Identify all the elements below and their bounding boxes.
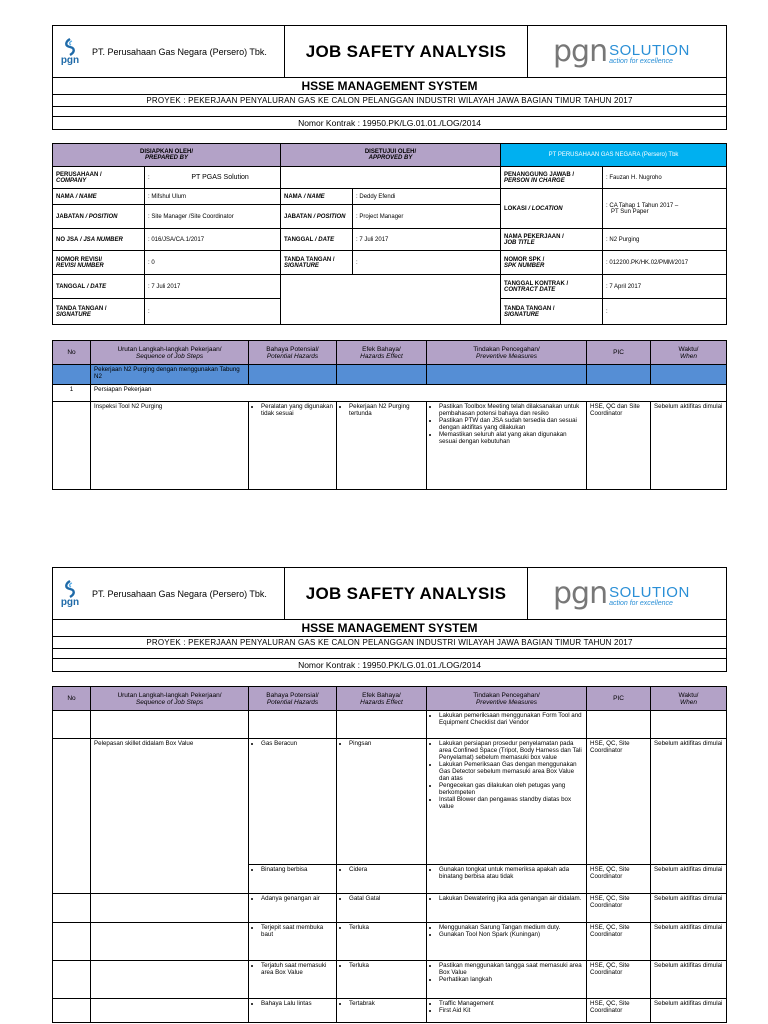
- row-measures: • Pastikan menggunakan tangga saat memasuki area Box Value • Perhatikan langkah: [427, 961, 587, 999]
- col-measures: Tindakan Pencegahan/ Preventive Measures: [427, 687, 587, 711]
- row-when: Sebelum aktifitas dimulai: [651, 894, 727, 923]
- row-pic: HSE, QC, Site Coordinator: [587, 923, 651, 961]
- section-blank: [587, 365, 651, 385]
- row-hazard: • Binatang berbisa: [249, 865, 337, 894]
- row-hazard: • Terjepit saat membuka baut: [249, 923, 337, 961]
- row-pic: HSE, QC, Site Coordinator: [587, 865, 651, 894]
- position-label: JABATAN / POSITION: [53, 205, 145, 229]
- row-when: Sebelum aktifitas dimulai: [651, 923, 727, 961]
- row-step: Inspeksi Tool N2 Purging: [91, 402, 249, 490]
- row-step: [91, 923, 249, 961]
- row-effect: • Gatal Gatal: [337, 894, 427, 923]
- col-sequence: Urutan Langkah-langkah Pekerjaan/ Sequence of Job Steps: [91, 341, 249, 365]
- row-no: [53, 402, 91, 490]
- row-when: Sebelum aktifitas dimulai: [651, 961, 727, 999]
- company-cell: [53, 568, 285, 620]
- row-pic: HSE, QC, Site Coordinator: [587, 739, 651, 865]
- row-hazard: • Gas Beracun: [249, 739, 337, 865]
- row-step: Persiapan Pekerjaan: [91, 385, 727, 402]
- project-line: PROYEK : PEKERJAAN PENYALURAN GAS KE CALON PELANGGAN INDUSTRI WILAYAH JAWA BAGIAN TIMUR TAHUN 2017: [53, 637, 727, 649]
- row-when: Sebelum aktifitas dimulai: [651, 999, 727, 1023]
- jsa-header-2: [52, 567, 727, 672]
- section-blank: [427, 365, 587, 385]
- row-hazard: • Adanya genangan air: [249, 894, 337, 923]
- row-pic: [587, 711, 651, 739]
- table-row: [53, 894, 727, 923]
- approved-date-label: TANGGAL / DATE: [281, 229, 353, 251]
- row-no: 1: [53, 385, 91, 402]
- row-effect: • Cidera: [337, 865, 427, 894]
- row-no: [53, 923, 91, 961]
- row-no: [53, 739, 91, 894]
- row-measures: • Lakukan Dewatering jika ada genangan air didalam.: [427, 894, 587, 923]
- row-pic: HSE, QC dan Site Coordinator: [587, 402, 651, 490]
- spk-value: : 012200.PK/HK.02/PMM/2017: [603, 251, 727, 275]
- table-row: [53, 711, 727, 739]
- info-table: [52, 143, 727, 325]
- col-pic: PIC: [587, 687, 651, 711]
- row-when: Sebelum aktifitas dimulai: [651, 865, 727, 894]
- col-measures: Tindakan Pencegahan/ Preventive Measures: [427, 341, 587, 365]
- row-measures: • Lakukan persiapan prosedur penyelamatan pada area Confined Space (Tripot, Body Harness dan Tali Penyelamat) sebelum memasuki box value • Lakukan Pemeriksaan Gas dengan menggunakan Gas Detector sebelum memasuki area Box Value dan atas • Pengecekan gas dilakukan oleh petugas yang berkompeten • Install Blower dan pengawas standby diatas box value: [427, 739, 587, 865]
- row-effect: [337, 711, 427, 739]
- date-value: : 7 Juli 2017: [145, 275, 281, 299]
- jsa-header-1: [52, 25, 727, 130]
- row-when: Sebelum aktifitas dimulai: [651, 402, 727, 490]
- jsa-number-value: : 016/JSA/CA.1/2017: [145, 229, 281, 251]
- col-no: No: [53, 341, 91, 365]
- section-blank: [249, 365, 337, 385]
- approved-name-label: NAMA / NAME: [281, 189, 353, 205]
- row-pic: HSE, QC, Site Coordinator: [587, 961, 651, 999]
- row-effect: • Terluka: [337, 961, 427, 999]
- approved-position-value: : Project Manager: [353, 205, 501, 229]
- name-value: : Mifshul Ulum: [145, 189, 281, 205]
- row-measures: • Lakukan pemeriksaan menggunakan Form Tool and Equipment Checklist dari Vendor: [427, 711, 587, 739]
- col-hazards: Bahaya Potensial/ Potential Hazards: [249, 687, 337, 711]
- row-measures: • Menggunakan Sarung Tangan medium duty. • Gunakan Tool Non Spark (Kuningan): [427, 923, 587, 961]
- approved-position-label: JABATAN / POSITION: [281, 205, 353, 229]
- blank-row: [53, 649, 727, 659]
- project-line: PROYEK : PEKERJAAN PENYALURAN GAS KE CALON PELANGGAN INDUSTRI WILAYAH JAWA BAGIAN TIMUR TAHUN 2017: [53, 95, 727, 107]
- pgn-logo-icon: pgn: [56, 38, 84, 65]
- row-no: [53, 711, 91, 739]
- section-no: [53, 365, 91, 385]
- row-no: [53, 961, 91, 999]
- row-pic: HSE, QC, Site Coordinator: [587, 894, 651, 923]
- col-when: Waktu/ When: [651, 341, 727, 365]
- row-effect: • Pekerjaan N2 Purging tertunda: [337, 402, 427, 490]
- table-row: [53, 923, 727, 961]
- position-value: : Site Manager /Site Coordinator: [145, 205, 281, 229]
- approved-signature-label: TANDA TANGAN / SIGNATURE: [281, 251, 353, 275]
- col-pic: PIC: [587, 341, 651, 365]
- col-effect: Efek Bahaya/ Hazards Effect: [337, 341, 427, 365]
- row-hazard: • Bahaya Lalu lintas: [249, 999, 337, 1023]
- hsse-title: HSSE MANAGEMENT SYSTEM: [53, 78, 727, 95]
- section-blank: [337, 365, 427, 385]
- row-step: [91, 894, 249, 923]
- row-effect: • Pingsan: [337, 739, 427, 865]
- date-label: TANGGAL / DATE: [53, 275, 145, 299]
- job-title-value: : N2 Purging: [603, 229, 727, 251]
- contract-number: Nomor Kontrak : 19950.PK/LG.01.01./LOG/2014: [53, 659, 727, 672]
- approved-name-value: : Deddy Efendi: [353, 189, 501, 205]
- signature-value: :: [145, 299, 281, 325]
- approved-signature-value: :: [353, 251, 501, 275]
- company-name: PT. Perusahaan Gas Negara (Persero) Tbk.: [92, 588, 267, 599]
- row-measures: • Pastikan Toolbox Meeting telah dilaksanakan untuk pembahasan potensi bahaya dan resiko • Pastikan PTW dan JSA sudah tersedia dan sesuai dengan aktifitas yang dilakukan • Memastikan seluruh alat yang akan digunakan sesuai dengan kebutuhan: [427, 402, 587, 490]
- section-blank: [651, 365, 727, 385]
- row-step: [91, 999, 249, 1023]
- col-sequence: Urutan Langkah-langkah Pekerjaan/ Sequence of Job Steps: [91, 687, 249, 711]
- section-title: Pekerjaan N2 Purging dengan menggunakan Tabung N2: [91, 365, 249, 385]
- row-hazard: [249, 711, 337, 739]
- pgn-signature-label: TANDA TANGAN / SIGNATURE: [501, 299, 603, 325]
- approved-date-value: : 7 Juli 2017: [353, 229, 501, 251]
- pgn-header: PT PERUSAHAAN GAS NEGARA (Persero) Tbk: [501, 144, 727, 167]
- revision-value: : 0: [145, 251, 281, 275]
- blank-row: [53, 107, 727, 117]
- pgn-solution-logo-icon: pgn SOLUTION action for excellence: [553, 575, 690, 611]
- approved-blank: [281, 167, 501, 189]
- revision-label: NOMOR REVISI/ REVISI NUMBER: [53, 251, 145, 275]
- jsa-number-label: NO JSA / JSA NUMBER: [53, 229, 145, 251]
- solution-logo-cell: [528, 26, 727, 78]
- col-no: No: [53, 687, 91, 711]
- pic-value: : Fauzan H. Nugroho: [603, 167, 727, 189]
- table-row: [53, 961, 727, 999]
- company-label: PERUSAHAAN / COMPANY: [53, 167, 145, 189]
- row-hazard: • Terjatuh saat memasuki area Box Value: [249, 961, 337, 999]
- pgn-signature-value: :: [603, 299, 727, 325]
- col-hazards: Bahaya Potensial/ Potential Hazards: [249, 341, 337, 365]
- row-hazard: • Peralatan yang digunakan tidak sesuai: [249, 402, 337, 490]
- solution-logo-cell: [528, 568, 727, 620]
- job-steps-table-1: [52, 340, 727, 490]
- hsse-title: HSSE MANAGEMENT SYSTEM: [53, 620, 727, 637]
- name-label: NAMA / NAME: [53, 189, 145, 205]
- table-row: [53, 385, 727, 402]
- row-no: [53, 999, 91, 1023]
- row-step: Pelepasan skillet didalam Box Value: [91, 739, 249, 894]
- approved-blank-2: [281, 275, 501, 325]
- table-row: [53, 739, 727, 865]
- company-cell: [53, 26, 285, 78]
- row-pic: HSE, QC, Site Coordinator: [587, 999, 651, 1023]
- row-effect: • Terluka: [337, 923, 427, 961]
- row-effect: • Tertabrak: [337, 999, 427, 1023]
- col-when: Waktu/ When: [651, 687, 727, 711]
- contract-date-label: TANGGAL KONTRAK / CONTRACT DATE: [501, 275, 603, 299]
- page-title: JOB SAFETY ANALYSIS: [285, 568, 528, 620]
- table-row: [53, 402, 727, 490]
- pgn-solution-logo-icon: pgn SOLUTION action for excellence: [553, 33, 690, 69]
- company-name: PT. Perusahaan Gas Negara (Persero) Tbk.: [92, 46, 267, 57]
- row-when: Sebelum aktifitas dimulai: [651, 739, 727, 865]
- location-value: : CA Tahap 1 Tahun 2017 – PT Sun Paper: [603, 189, 727, 229]
- row-when: [651, 711, 727, 739]
- col-effect: Efek Bahaya/ Hazards Effect: [337, 687, 427, 711]
- approved-by-header: DISETUJUI OLEH/ APPROVED BY: [281, 144, 501, 167]
- spk-label: NOMOR SPK / SPK NUMBER: [501, 251, 603, 275]
- page-title: JOB SAFETY ANALYSIS: [285, 26, 528, 78]
- table-row: [53, 999, 727, 1023]
- row-measures: • Gunakan tongkat untuk memeriksa apakah ada binatang berbisa atau tidak: [427, 865, 587, 894]
- row-step: [91, 961, 249, 999]
- prepared-by-header: DISIAPKAN OLEH/ PREPARED BY: [53, 144, 281, 167]
- job-steps-table-2: [52, 686, 727, 1023]
- job-title-label: NAMA PEKERJAAN / JOB TITLE: [501, 229, 603, 251]
- row-no: [53, 894, 91, 923]
- pgn-logo-icon: pgn: [56, 580, 84, 607]
- row-measures: • Traffic Management • First Aid Kit: [427, 999, 587, 1023]
- pic-label: PENANGGUNG JAWAB / PERSON IN CHARGE: [501, 167, 603, 189]
- contract-date-value: : 7 April 2017: [603, 275, 727, 299]
- location-label: LOKASI / LOCATION: [501, 189, 603, 229]
- contract-number: Nomor Kontrak : 19950.PK/LG.01.01./LOG/2014: [53, 117, 727, 130]
- row-step: [91, 711, 249, 739]
- company-value: : PT PGAS Solution: [145, 167, 281, 189]
- signature-label: TANDA TANGAN / SIGNATURE: [53, 299, 145, 325]
